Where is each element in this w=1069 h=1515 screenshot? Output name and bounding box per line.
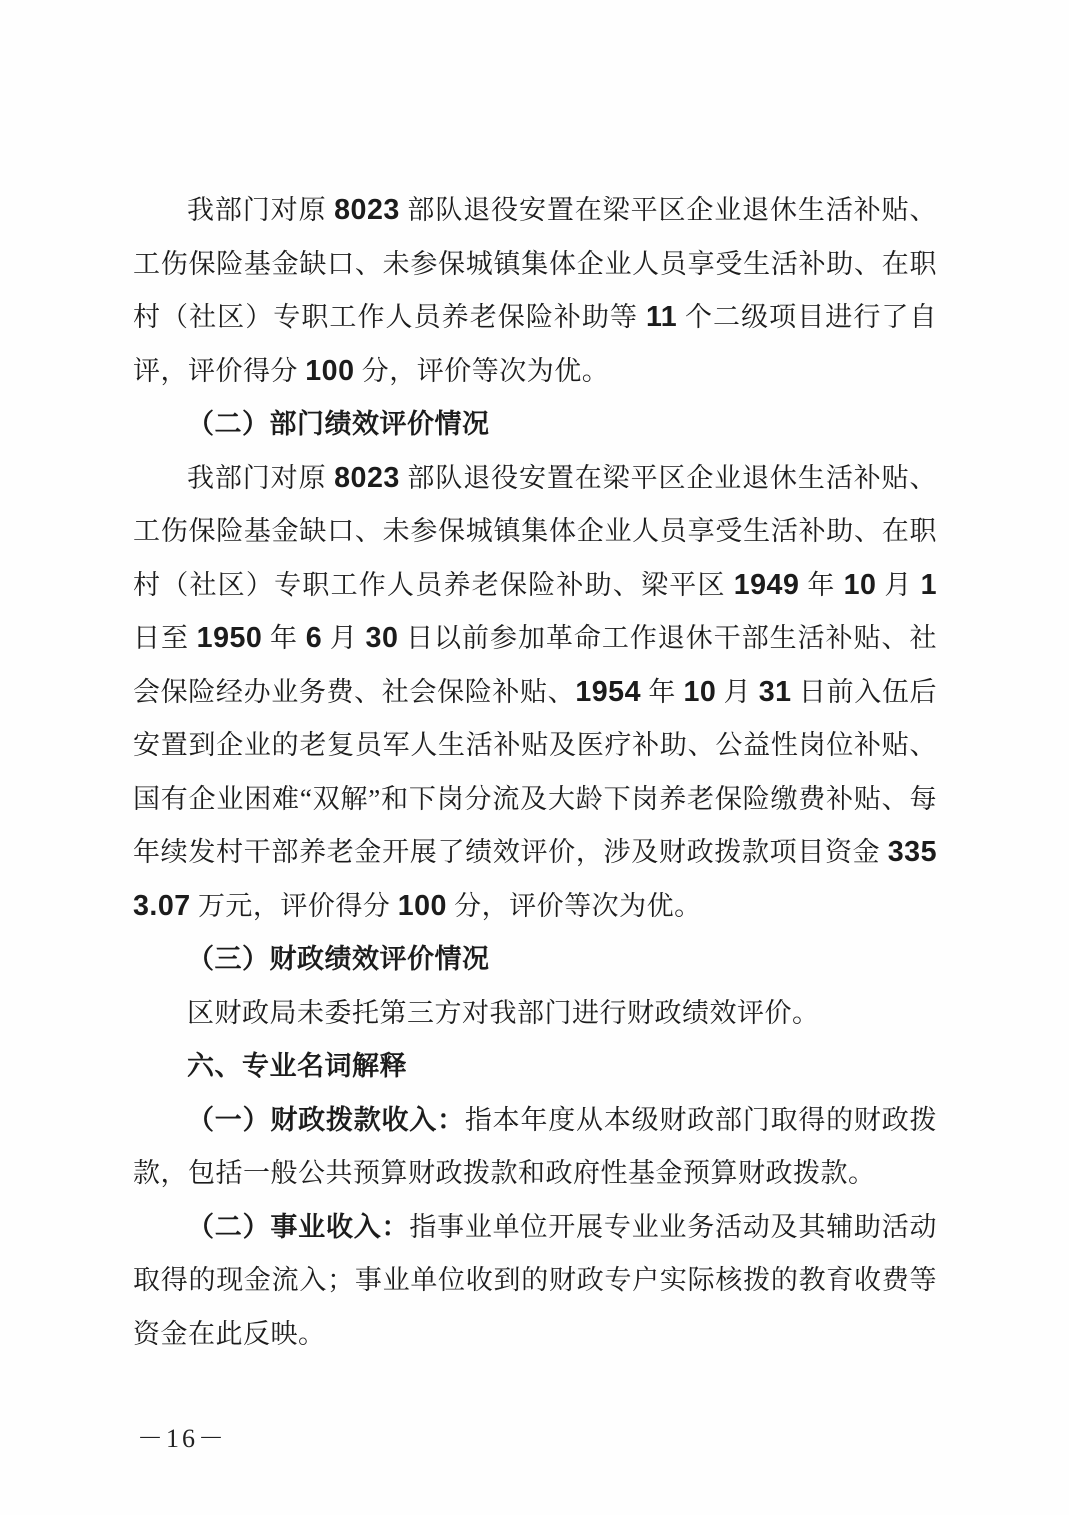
numeral-run: 10 [683,675,717,708]
bold-lead-run: （一）财政拨款收入： [187,1104,465,1135]
text-run: 我部门对原 [187,462,335,493]
para-term-business-income [133,1201,937,1362]
text-run: 分，评价等次为优。 [354,355,610,386]
numeral-run: 8023 [334,461,400,494]
text-run: 年 [799,569,844,600]
text-run: 六、专业名词解释 [187,1051,407,1081]
heading-chapter-6-terminology [133,1040,937,1094]
text-run: 指本年度从本级财政部门取得的财政拨款，包括一般公共预算财政拨款和政府性基金预算财政拨款。 [133,1104,938,1188]
numeral-run: 8023 [334,194,400,226]
numeral-run: 30 [365,622,399,654]
numeral-run: 1 [920,568,938,601]
text-run: 日前入伍后安置到企业的老复员军人生活补贴及医疗补助、公益性岗位补贴、国有企业困难“双解”和下岗分流及大龄下岗养老保险缴费补贴、每年续发村干部养老金开展了绩效评价，涉及财政拨款项目资金 [133,676,938,867]
text-run: 个二级项目进行了自评，评价得分 [133,302,937,386]
text-run: 年 [641,676,684,707]
bold-lead-run: （二）事业收入： [187,1211,410,1242]
text-run: 部队退役安置在梁平区企业退休生活补贴、工伤保险基金缺口、未参保城镇集体企业人员享受生活补助、在职村（社区）专职工作人员养老保险补助等 [133,195,938,332]
text-run: 分，评价等次为优。 [446,890,702,921]
text-run: （三）财政绩效评价情况 [187,944,490,974]
text-run: 部队退役安置在梁平区企业退休生活补贴、工伤保险基金缺口、未参保城镇集体企业人员享受生活补助、在职村（社区）专职工作人员养老保险补助、梁平区 [133,462,938,600]
numeral-run: 1950 [196,622,263,654]
numeral-run: 1949 [733,568,800,601]
numeral-run: 31 [758,675,792,708]
text-run: 指事业单位开展专业业务活动及其辅助活动取得的现金流入；事业单位收到的财政专户实际核拨的教育收费等资金在此反映。 [133,1211,938,1349]
text-run: （二）部门绩效评价情况 [187,409,490,439]
document-body [133,184,937,1361]
numeral-run: 100 [305,354,355,387]
page-number: －16－ [137,1424,228,1453]
numeral-run: 6 [305,622,323,654]
text-run: 年 [262,623,306,653]
para-fiscal-evaluation [133,987,937,1041]
text-run: 区财政局未委托第三方对我部门进行财政绩效评价。 [187,997,820,1028]
numeral-run: 100 [397,889,447,922]
text-run: 万元，评价得分 [190,890,398,921]
numeral-run: 3353.07 [133,836,937,922]
text-run: 我部门对原 [187,195,335,225]
para-term-fiscal-appropriation-income [133,1094,937,1201]
para-department-evaluation [133,452,937,934]
text-run: 月 [876,569,921,600]
text-run: 月 [716,676,759,707]
para-self-evaluation [133,184,937,398]
heading-section-2-department-evaluation [133,398,937,452]
numeral-run: 1954 [575,675,641,708]
numeral-run: 11 [645,301,678,333]
text-run: 月 [322,623,366,653]
text-run: 日至 [133,623,197,653]
numeral-run: 10 [843,568,877,601]
text-run: 日以前参加革命工作退休干部生活补贴、社会保险经办业务费、社会保险补贴、 [133,623,938,707]
heading-section-3-fiscal-evaluation [133,933,937,987]
